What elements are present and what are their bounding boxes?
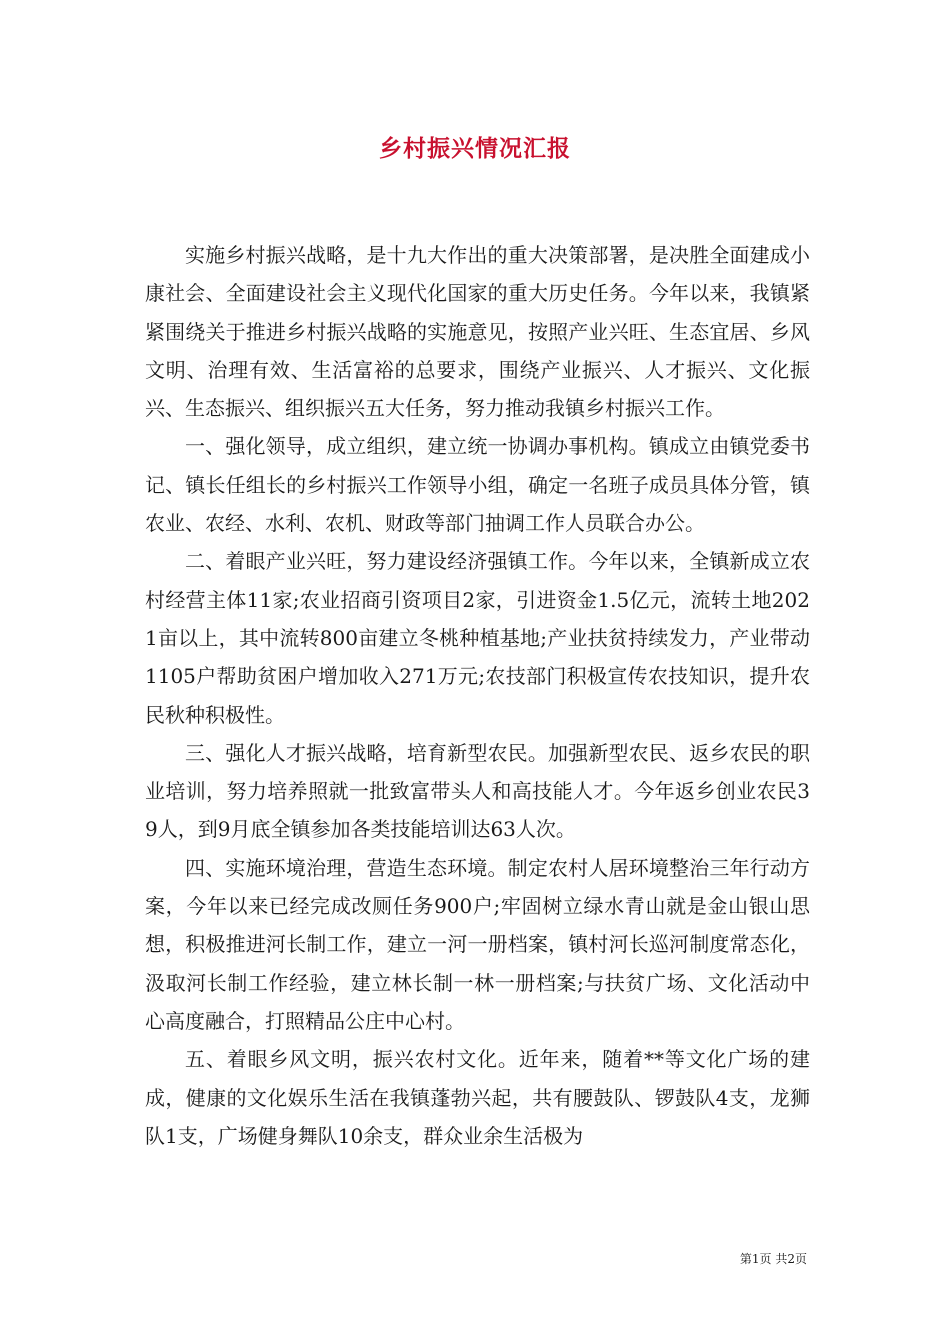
document-title: 乡村振兴情况汇报 [379, 135, 571, 162]
paragraph-section-5: 五、着眼乡风文明，振兴农村文化。近年来，随着**等文化广场的建成，健康的文化娱乐生活在我镇蓬勃兴起，共有腰鼓队、锣鼓队4支，龙狮队1支，广场健身舞队10余支，群众业余生活极为 [145, 1047, 810, 1148]
document-body [145, 236, 810, 1155]
paragraph-section-2: 二、着眼产业兴旺，努力建设经济强镇工作。今年以来，全镇新成立农村经营主体11家;农业招商引资项目2家，引进资金1.5亿元，流转土地2021亩以上，其中流转800亩建立冬桃种植基地;产业扶贫持续发力，产业带动1105户帮助贫困户增加收入271万元;农技部门积极宣传农技知识，提升农民秋种积极性。 [145, 549, 810, 727]
paragraph-section-3: 三、强化人才振兴战略，培育新型农民。加强新型农民、返乡农民的职业培训，努力培养照就一批致富带头人和高技能人才。今年返乡创业农民39人，到9月底全镇参加各类技能培训达63人次。 [145, 740, 810, 842]
paragraph-section-4: 四、实施环境治理，营造生态环境。制定农村人居环境整治三年行动方案，今年以来已经完成改厕任务900户;牢固树立绿水青山就是金山银山思想，积极推进河长制工作，建立一河一册档案，镇村河长巡河制度常态化，汲取河长制工作经验，建立林长制一林一册档案;与扶贫广场、文化活动中心高度融合，打照精品公庄中心村。 [145, 855, 810, 1033]
paragraph-section-1: 一、强化领导，成立组织，建立统一协调办事机构。镇成立由镇党委书记、镇长任组长的乡村振兴工作领导小组，确定一名班子成员具体分管，镇农业、农经、水利、农机、财政等部门抽调工作人员联合办公。 [145, 434, 810, 536]
paragraph-intro: 实施乡村振兴战略，是十九大作出的重大决策部署，是决胜全面建成小康社会、全面建设社会主义现代化国家的重大历史任务。今年以来，我镇紧紧围绕关于推进乡村振兴战略的实施意见，按照产业兴旺、生态宜居、乡风文明、治理有效、生活富裕的总要求，围绕产业振兴、人才振兴、文化振兴、生态振兴、组织振兴五大任务，努力推动我镇乡村振兴工作。 [145, 243, 810, 421]
page-number-footer: 第1页 共2页 [739, 1252, 807, 1266]
